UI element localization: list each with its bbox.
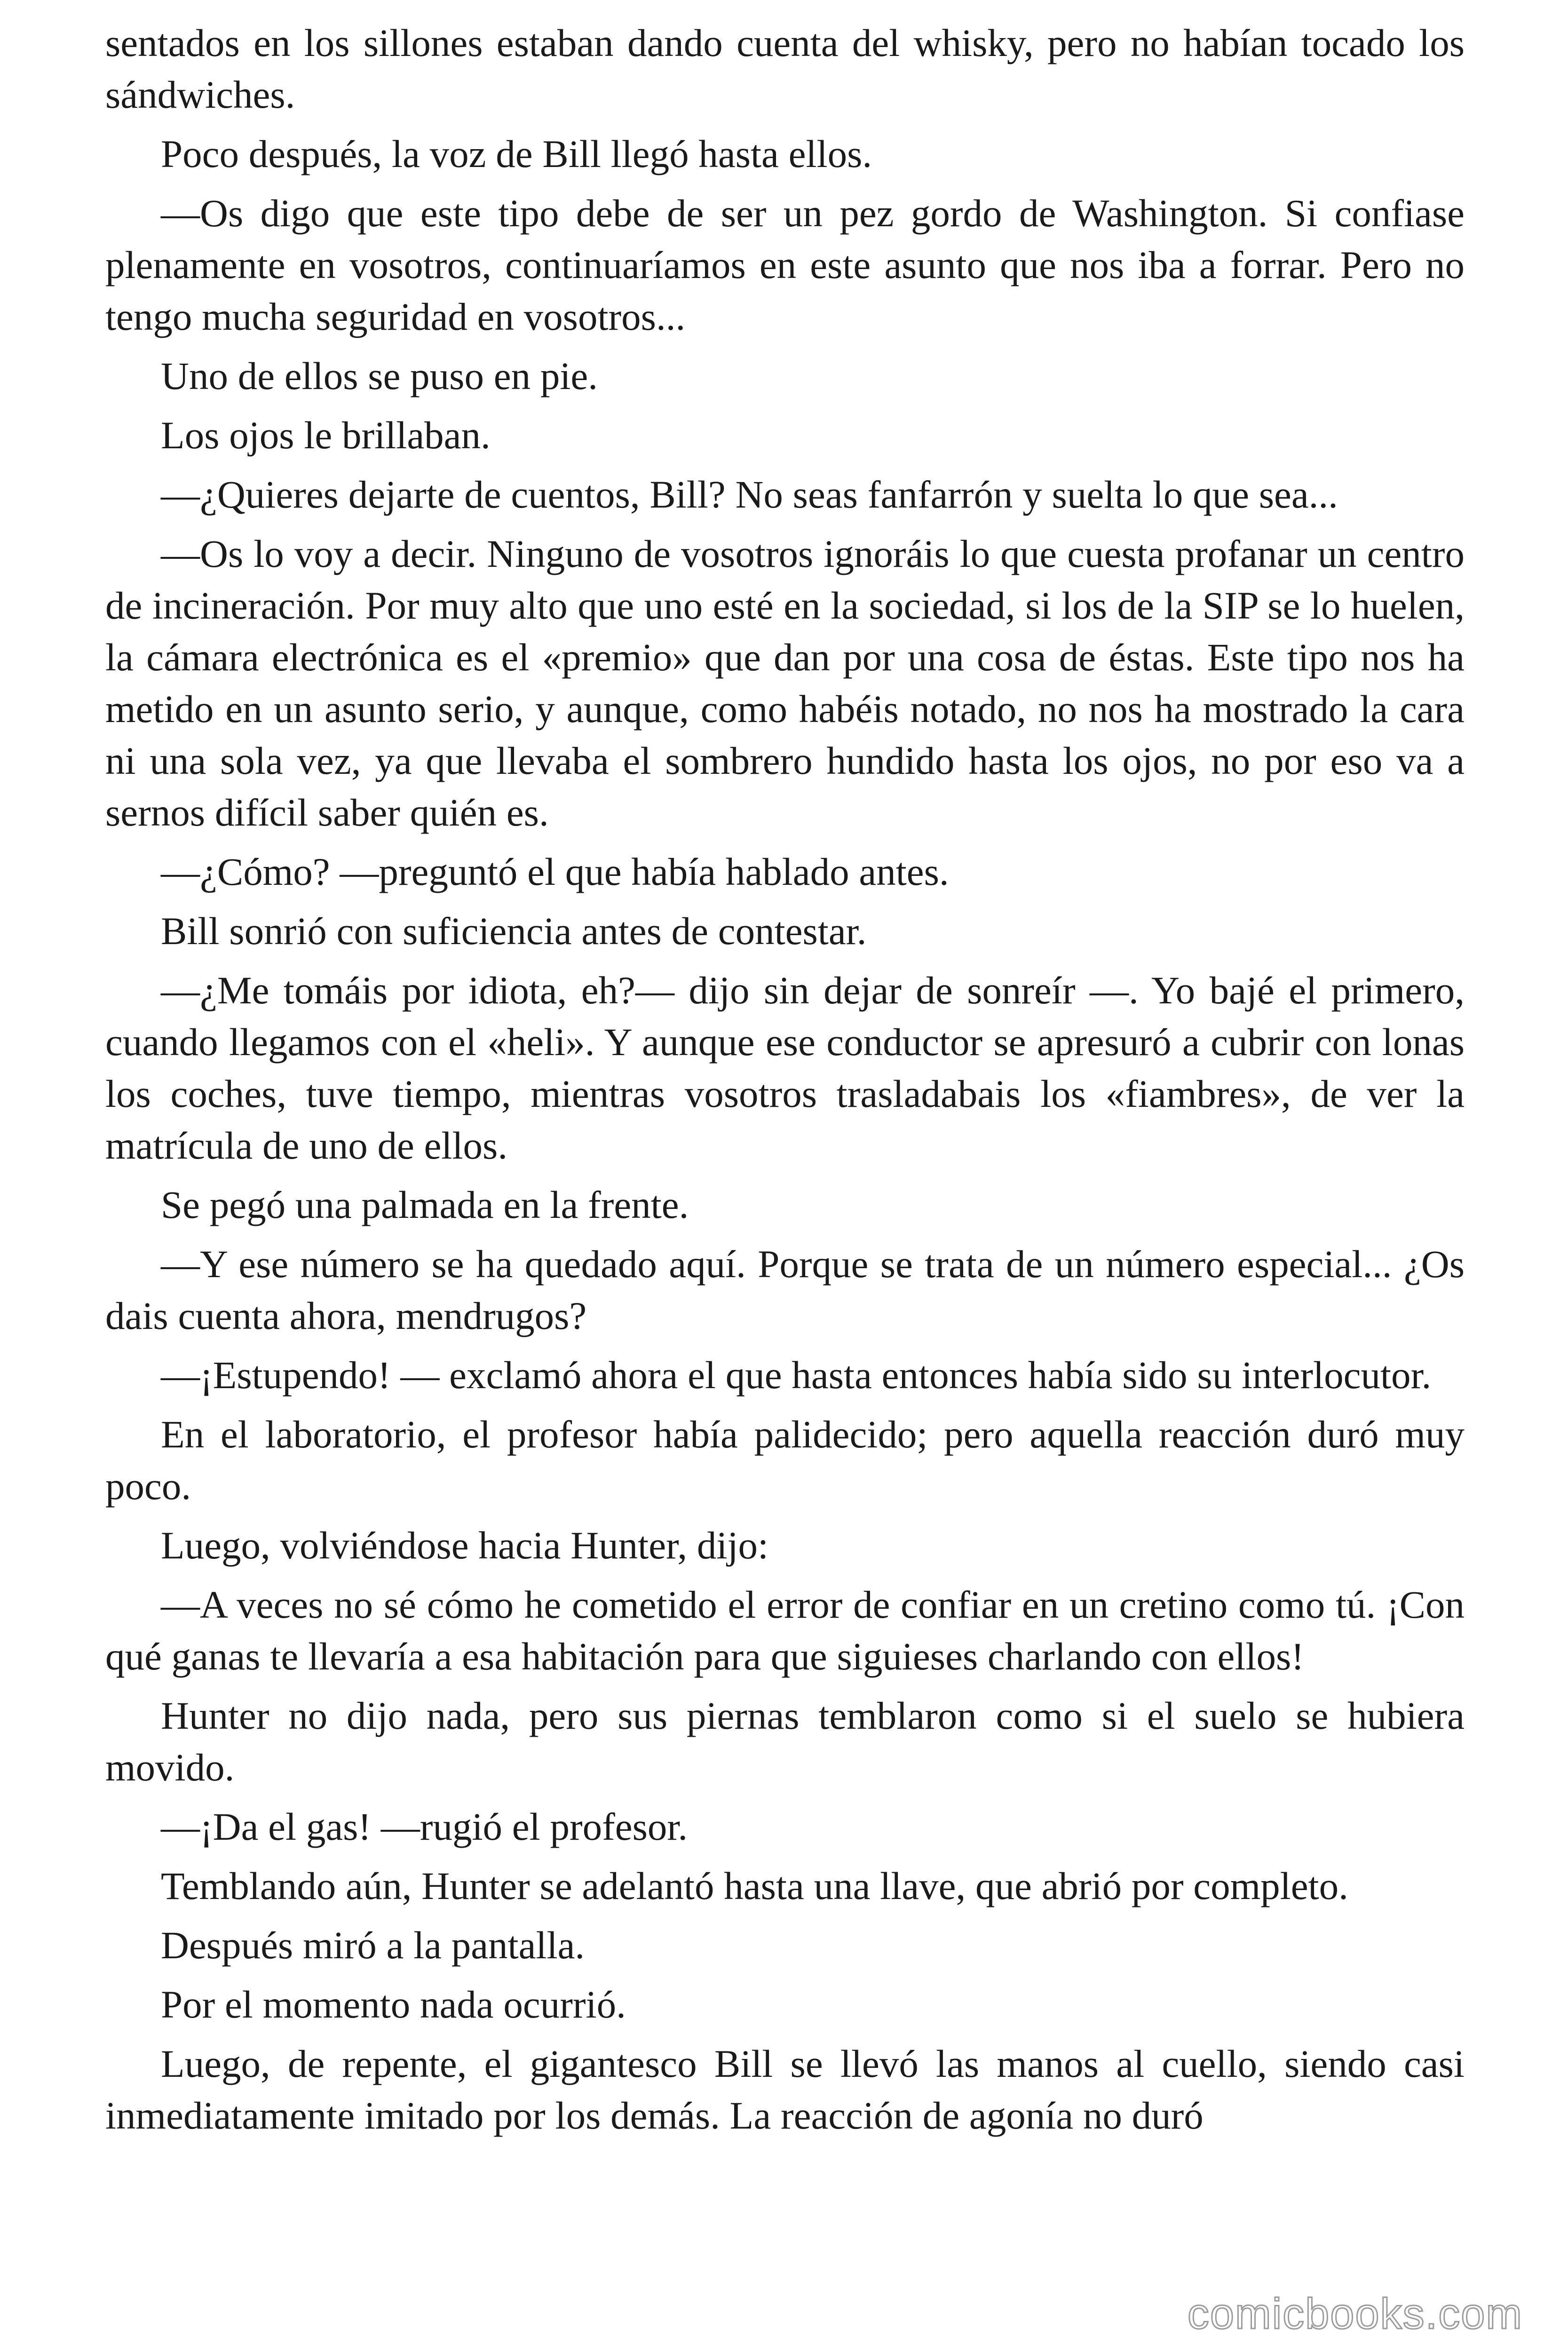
paragraph: Bill sonrió con suficiencia antes de contestar. [161,909,867,953]
paragraph: Temblando aún, Hunter se adelantó hasta una llave, que abrió por completo. [161,1864,1348,1907]
paragraph: Por el momento nada ocurrió. [161,1983,626,2026]
paragraph: Después miró a la pantalla. [161,1923,585,1967]
paragraph: Los ojos le brillaban. [161,413,491,457]
paragraph: Luego, de repente, el gigantesco Bill se llevó las manos al cuello, siendo casi inmediatamente imitado por los demás. La reacción de agonía no duró [105,2042,1465,2137]
paragraph: Uno de ellos se puso en pie. [161,354,598,397]
paragraph: —Os digo que este tipo debe de ser un pez gordo de Washington. Si confiase plenamente en vosotros, continuaríamos en este asunto que nos iba a forrar. Pero no tengo mucha seguridad en vosotros... [105,191,1465,338]
paragraph: —¿Cómo? —preguntó el que había hablado antes. [161,850,949,893]
paragraph: En el laboratorio, el profesor había palidecido; pero aquella reacción duró muy poco. [105,1413,1465,1508]
paragraph: Hunter no dijo nada, pero sus piernas temblaron como si el suelo se hubiera movido. [105,1694,1465,1789]
paragraph: Poco después, la voz de Bill llegó hasta ellos. [161,132,872,175]
paragraph: sentados en los sillones estaban dando cuenta del whisky, pero no habían tocado los sándwiches. [105,21,1465,116]
watermark: comicbooks.com [1187,2290,1523,2338]
paragraph: —¿Me tomáis por idiota, eh?— dijo sin dejar de sonreír —. Yo bajé el primero, cuando llegamos con el «heli». Y aunque ese conductor se apresuró a cubrir con lonas los coches, tuve tiempo, mientras vosotros trasladabais los «fiambres», de ver la matrícula de uno de ellos. [105,969,1465,1167]
paragraph: —¡Da el gas! —rugió el profesor. [161,1805,688,1848]
paragraph: —¡Estupendo! — exclamó ahora el que hasta entonces había sido su interlocutor. [161,1353,1432,1397]
paragraph: —A veces no sé cómo he cometido el error de confiar en un cretino como tú. ¡Con qué ganas te llevaría a esa habitación para que siguieses charlando con ellos! [105,1583,1465,1678]
paragraph: —Os lo voy a decir. Ninguno de vosotros ignoráis lo que cuesta profanar un centro de incineración. Por muy alto que uno esté en la sociedad, si los de la SIP se lo huelen, la cámara electrónica es el «premio» que dan por una cosa de éstas. Este tipo nos ha metido en un asunto serio, y aunque, como habéis notado, no nos ha mostrado la cara ni una sola vez, ya que llevaba el sombrero hundido hasta los ojos, no por eso va a sernos difícil saber quién es. [105,532,1465,834]
paragraph: Se pegó una palmada en la frente. [161,1183,689,1226]
paragraph: Luego, volviéndose hacia Hunter, dijo: [161,1524,769,1567]
paragraph: —¿Quieres dejarte de cuentos, Bill? No seas fanfarrón y suelta lo que sea... [161,473,1338,516]
paragraph: —Y ese número se ha quedado aquí. Porque se trata de un número especial... ¿Os dais cuenta ahora, mendrugos? [105,1242,1465,1337]
page-text [105,17,1465,2341]
